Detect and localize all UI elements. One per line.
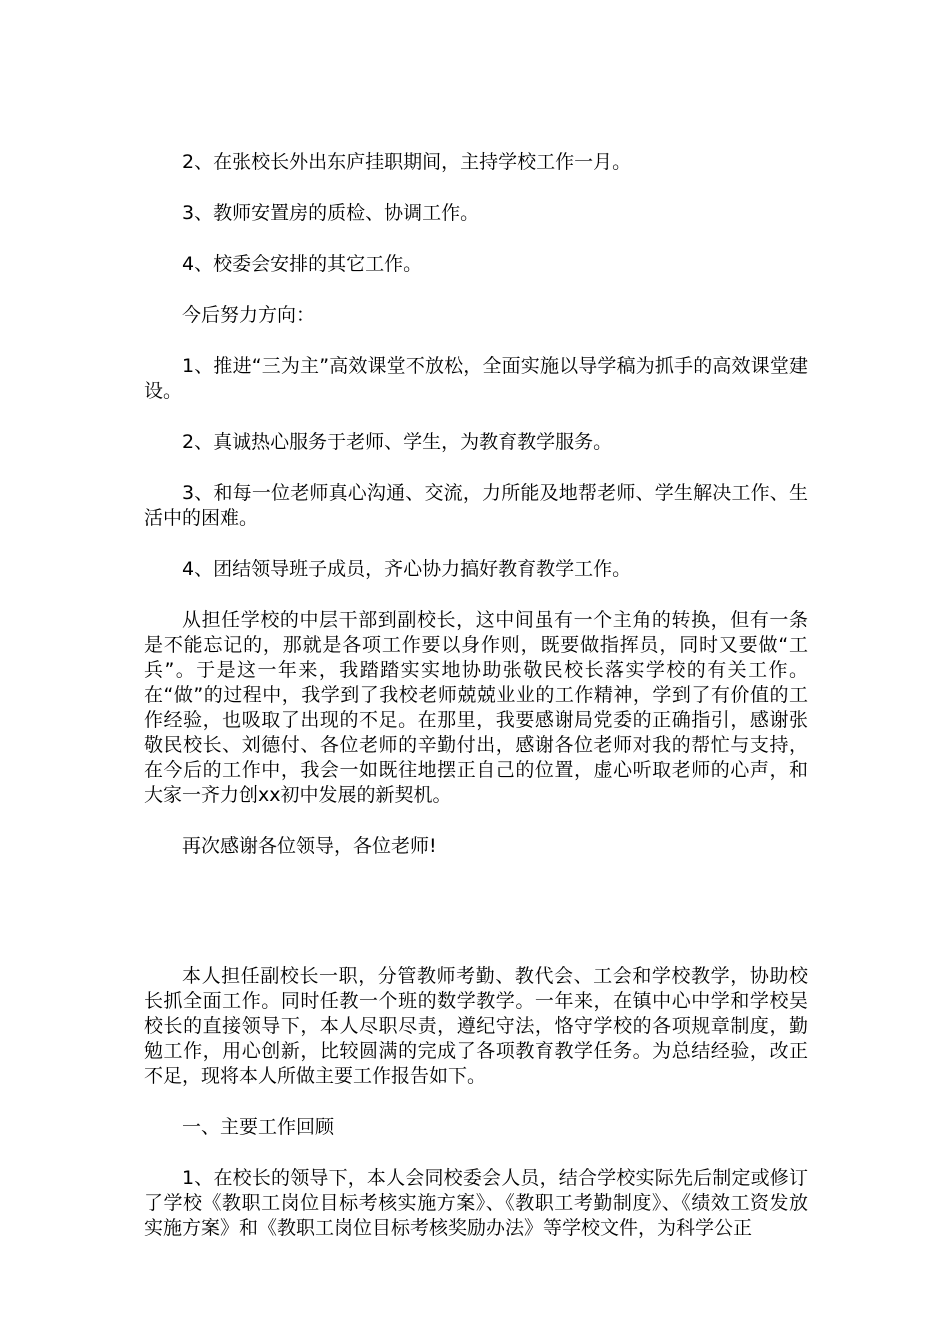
section-heading: 一、主要工作回顾 (182, 1116, 335, 1138)
paragraph: 3、和每一位老师真心沟通、交流，力所能及地帮老师、学生解决工作、生活中的困难。 (144, 482, 808, 529)
paragraph: 从担任学校的中层干部到副校长，这中间虽有一个主角的转换，但有一条是不能忘记的，那就是各项工作要以身作则，既要做指挥员，同时又要做“工兵”。于是这一年来，我踏踏实实地协助张敬民校长落实学校的有关工作。在“做”的过程中，我学到了我校老师兢兢业业的工作精神，学到了有价值的工作经验，也吸取了出现的不足。在那里，我要感谢局党委的正确指引，感谢张敬民校长、刘德付、各位老师的辛勤付出，感谢各位老师对我的帮忙与支持，在今后的工作中，我会一如既往地摆正自己的位置，虚心听取老师的心声，和大家一齐力创xx初中发展的新契机。 (144, 609, 808, 806)
document-body (144, 150, 808, 1241)
paragraph: 4、团结领导班子成员，齐心协力搞好教育教学工作。 (182, 558, 632, 580)
section-heading: 今后努力方向： (182, 304, 316, 326)
closing-line: 再次感谢各位领导，各位老师! (182, 835, 437, 857)
paragraph: 2、真诚热心服务于老师、学生，为教育教学服务。 (182, 431, 613, 453)
paragraph: 2、在张校长外出东庐挂职期间，主持学校工作一月。 (182, 151, 632, 173)
paragraph: 本人担任副校长一职，分管教师考勤、教代会、工会和学校教学，协助校长抓全面工作。同时任教一个班的数学教学。一年来，在镇中心中学和学校吴校长的直接领导下，本人尽职尽责，遵纪守法，恪守学校的各项规章制度，勤勉工作，用心创新，比较圆满的完成了各项教育教学任务。为总结经验，改正不足，现将本人所做主要工作报告如下。 (144, 965, 808, 1087)
paragraph: 1、在校长的领导下，本人会同校委会人员，结合学校实际先后制定或修订了学校《教职工岗位目标考核实施方案》、《教职工考勤制度》、《绩效工资发放实施方案》和《教职工岗位目标考核奖励办法》等学校文件，为科学公正 (144, 1167, 808, 1239)
paragraph: 1、推进“三为主”高效课堂不放松，全面实施以导学稿为抓手的高效课堂建设。 (144, 355, 808, 402)
paragraph: 3、教师安置房的质检、协调工作。 (182, 202, 480, 224)
paragraph: 4、校委会安排的其它工作。 (182, 253, 423, 275)
